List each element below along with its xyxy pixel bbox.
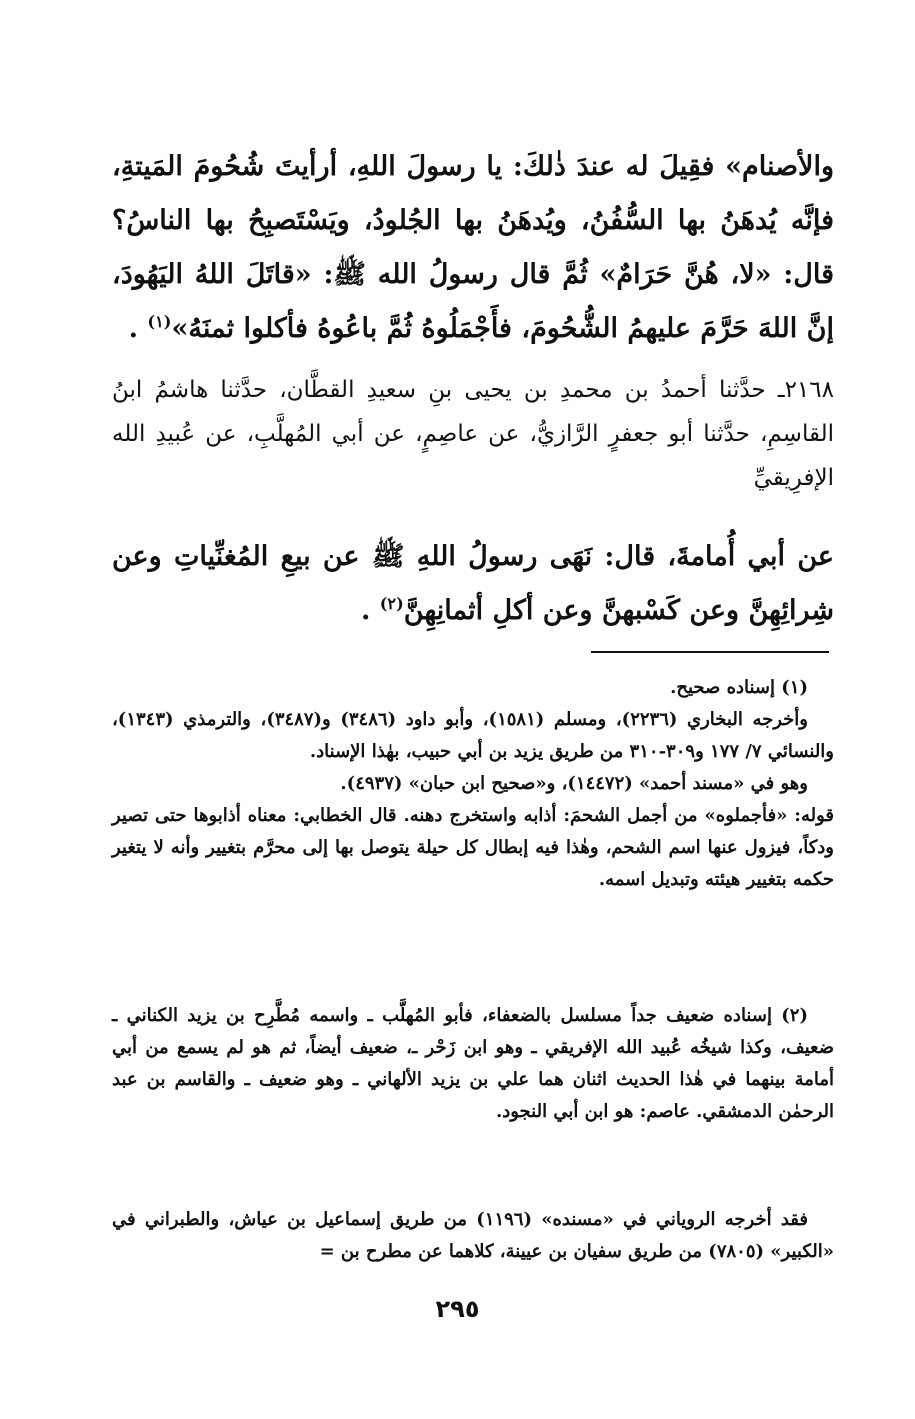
- hadith-2168-chain: [112, 368, 834, 500]
- hadith-matn-end: .: [360, 595, 380, 626]
- footnote-ref-2: (٢): [379, 594, 404, 613]
- main-text-line-2: فإنَّه يُدهَنُ بها السُّفُنُ، ويُدهَنُ بها الجُلودُ، ويَسْتَصبِحُ بها الناسُ؟: [112, 205, 834, 236]
- hadith-number: ٢١٦٨ـ: [777, 377, 834, 403]
- footnote-2-paragraph-2: فقد أخرجه الروياني في «مسنده» (١١٩٦) من طريق إسماعيل بن عياش، والطبراني في «الكبير» (٧٨٠٥) من طريق سفيان بن عيينة، كلاهما عن مطرح بن =: [112, 1209, 834, 1262]
- footnote-1: [112, 672, 834, 896]
- footnote-1-title: (١) إسناده صحيح.: [670, 677, 808, 698]
- main-text-paragraph-1: [112, 140, 834, 356]
- footnote-1-paragraph-2: وهو في «مسند أحمد» (١٤٤٧٢)، و«صحيح ابن حبان» (٤٩٣٧).: [340, 773, 808, 794]
- footnote-1-paragraph-3: قوله: «فأجملوه» من أجمل الشحمَ: أذابه واستخرج دهنه. قال الخطابي: معناه أذابوها حتى تصير ودكاً، فيزول عنها اسم الشحم، وهٰذا فيه إبطال كل حيلة يتوصل بها إلى محرَّم بتغيير وأنه لا يتغير حكمه بتغيير هيئته وتبديل اسمه.: [112, 805, 834, 890]
- main-text-paragraph-2: [112, 530, 834, 638]
- main-text-line-3: قال: «لا، هُنَّ حَرَامٌ» ثُمَّ قال رسولُ الله ﷺ: «قاتَلَ اللهُ اليَهُودَ، إنَّ: [112, 259, 834, 344]
- footnote-separator: [591, 651, 829, 653]
- footnote-2-paragraph-1: (٢) إسناده ضعيف جداً مسلسل بالضعفاء، فأبو المُهلَّب ـ واسمه مُطَّرِح بن يزيد الكناني ـ ضعيف، وكذا شيخُه عُبيد الله الإفريقي ـ وهو ابن زَحْر ـ، ضعيف أيضاً، ثم هو لم يسمع من أبي أمامة بينهما في هٰذا الحديث اثنان هما علي بن يزيد الألهاني ـ وهو ضعيف ـ والقاسم بن عبد الرحمٰن الدمشقي. عاصم: هو ابن أبي النجود.: [112, 1005, 834, 1122]
- hadith-matn: عن أبي أُمامةَ، قال: نَهَى رسولُ اللهِ ﷺ عن بيعِ المُغنِّياتِ وعن شِرائِهِنَّ وعن كَسْبهنَّ وعن أكلِ أثمانِهِنَّ: [112, 541, 834, 626]
- footnote-1-paragraph-1: وأخرجه البخاري (٢٢٣٦)، ومسلم (١٥٨١)، وأبو داود (٣٤٨٦) و(٣٤٨٧)، والترمذي (١٣٤٣)، والنسائي ٧/ ١٧٧ و٣٠٩-٣١٠ من طريق يزيد بن أبي حبيب، بهٰذا الإسناد.: [112, 709, 834, 762]
- main-text-line-1: والأصنام» فقِيلَ له عندَ ذٰلكَ: يا رسولَ اللهِ، أرأيتَ شُحُومَ المَيتةِ،: [112, 151, 834, 182]
- main-text-line-4: اللهَ حَرَّمَ عليهمُ الشُّحُومَ، فأَجْمَلُوهُ ثُمَّ باعُوهُ فأكلوا ثمنَهُ»: [171, 313, 798, 344]
- hadith-chain-text: حدَّثنا أحمدُ بن محمدِ بن يحيى بنِ سعيدِ القطَّان، حدَّثنا هاشمُ ابنُ القاسِمِ، حدَّثنا أبو جعفرٍ الرَّازيُّ، عن عاصِمٍ، عن أبي المُهلَّبِ، عن عُبيدِ الله الإفرِيقيِّ: [112, 377, 834, 491]
- page-number: ٢٩٥: [435, 1295, 480, 1323]
- footnote-2-continued: [112, 1204, 834, 1268]
- footnote-2: [112, 1000, 834, 1128]
- footnote-ref-1: (١): [147, 312, 172, 331]
- main-text-end: .: [128, 313, 148, 344]
